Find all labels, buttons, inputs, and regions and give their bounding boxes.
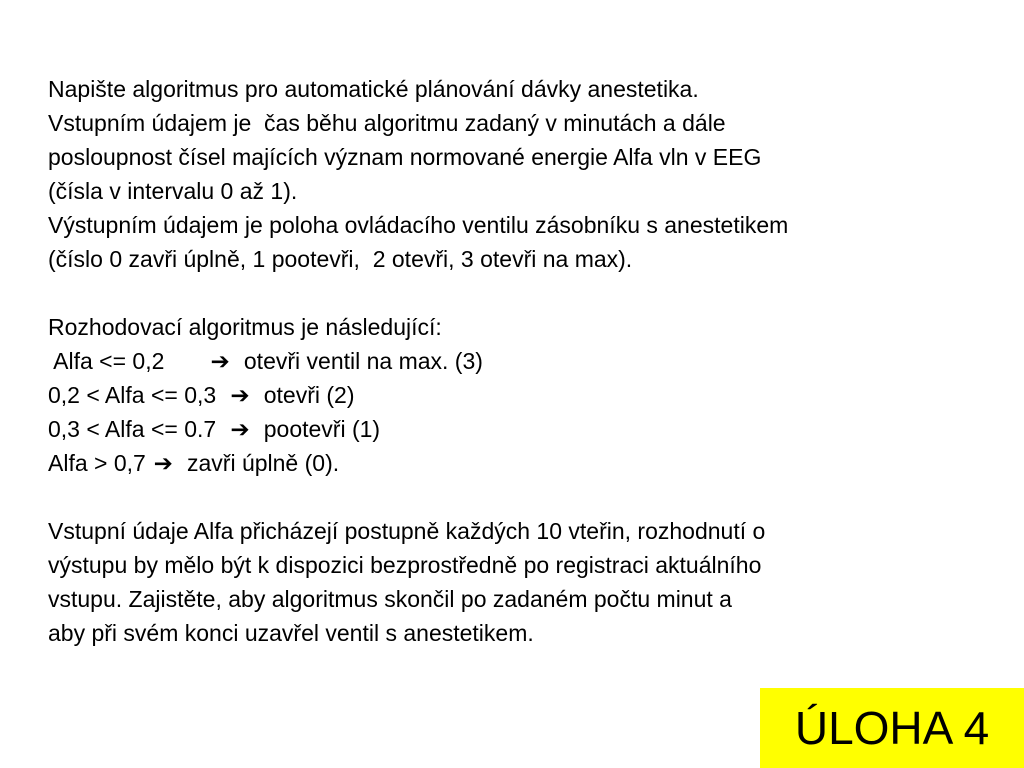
rule-action: otevři (2) — [250, 382, 355, 408]
intro-line: Vstupním údajem je čas běhu algoritmu zadaný v minutách a dále — [48, 110, 726, 136]
rule-item — [48, 378, 988, 412]
intro-line: posloupnost čísel majících význam normované energie Alfa vln v EEG — [48, 144, 762, 170]
arrow-right-icon: ➔ — [210, 348, 230, 374]
arrow-right-icon: ➔ — [230, 382, 250, 408]
rule-condition: 0,3 < Alfa <= 0.7 — [48, 416, 229, 442]
rule-condition: Alfa > 0,7 — [48, 450, 153, 476]
intro-paragraph — [48, 72, 988, 276]
rule-condition: 0,2 < Alfa <= 0,3 — [48, 382, 229, 408]
rule-item — [48, 344, 988, 378]
rules-heading: Rozhodovací algoritmus je následující: — [48, 314, 442, 340]
intro-line: (čísla v intervalu 0 až 1). — [48, 178, 298, 204]
task-badge-label: ÚLOHA 4 — [794, 702, 990, 754]
rule-action: pootevři (1) — [250, 416, 381, 442]
closing-line: Vstupní údaje Alfa přicházejí postupně každých 10 vteřin, rozhodnutí o — [48, 518, 766, 544]
paragraph-spacer — [48, 480, 988, 514]
slide-body — [48, 72, 988, 650]
arrow-right-icon: ➔ — [230, 416, 250, 442]
rule-item — [48, 446, 988, 480]
closing-paragraph — [48, 514, 988, 650]
intro-line: (číslo 0 zavři úplně, 1 pootevři, 2 otevři, 3 otevři na max). — [48, 246, 633, 272]
closing-line: výstupu by mělo být k dispozici bezprostředně po registraci aktuálního — [48, 552, 762, 578]
rule-action: otevři ventil na max. (3) — [231, 348, 483, 374]
rule-condition: Alfa <= 0,2 — [48, 348, 210, 374]
rules-section — [48, 310, 988, 480]
task-badge — [760, 688, 1024, 768]
paragraph-spacer — [48, 276, 988, 310]
closing-line: aby při svém konci uzavřel ventil s anestetikem. — [48, 620, 534, 646]
closing-line: vstupu. Zajistěte, aby algoritmus skončil po zadaném počtu minut a — [48, 586, 732, 612]
intro-line: Výstupním údajem je poloha ovládacího ventilu zásobníku s anestetikem — [48, 212, 789, 238]
intro-line: Napište algoritmus pro automatické plánování dávky anestetika. — [48, 76, 699, 102]
rule-action: zavři úplně (0). — [174, 450, 340, 476]
rule-item — [48, 412, 988, 446]
arrow-right-icon: ➔ — [153, 450, 173, 476]
